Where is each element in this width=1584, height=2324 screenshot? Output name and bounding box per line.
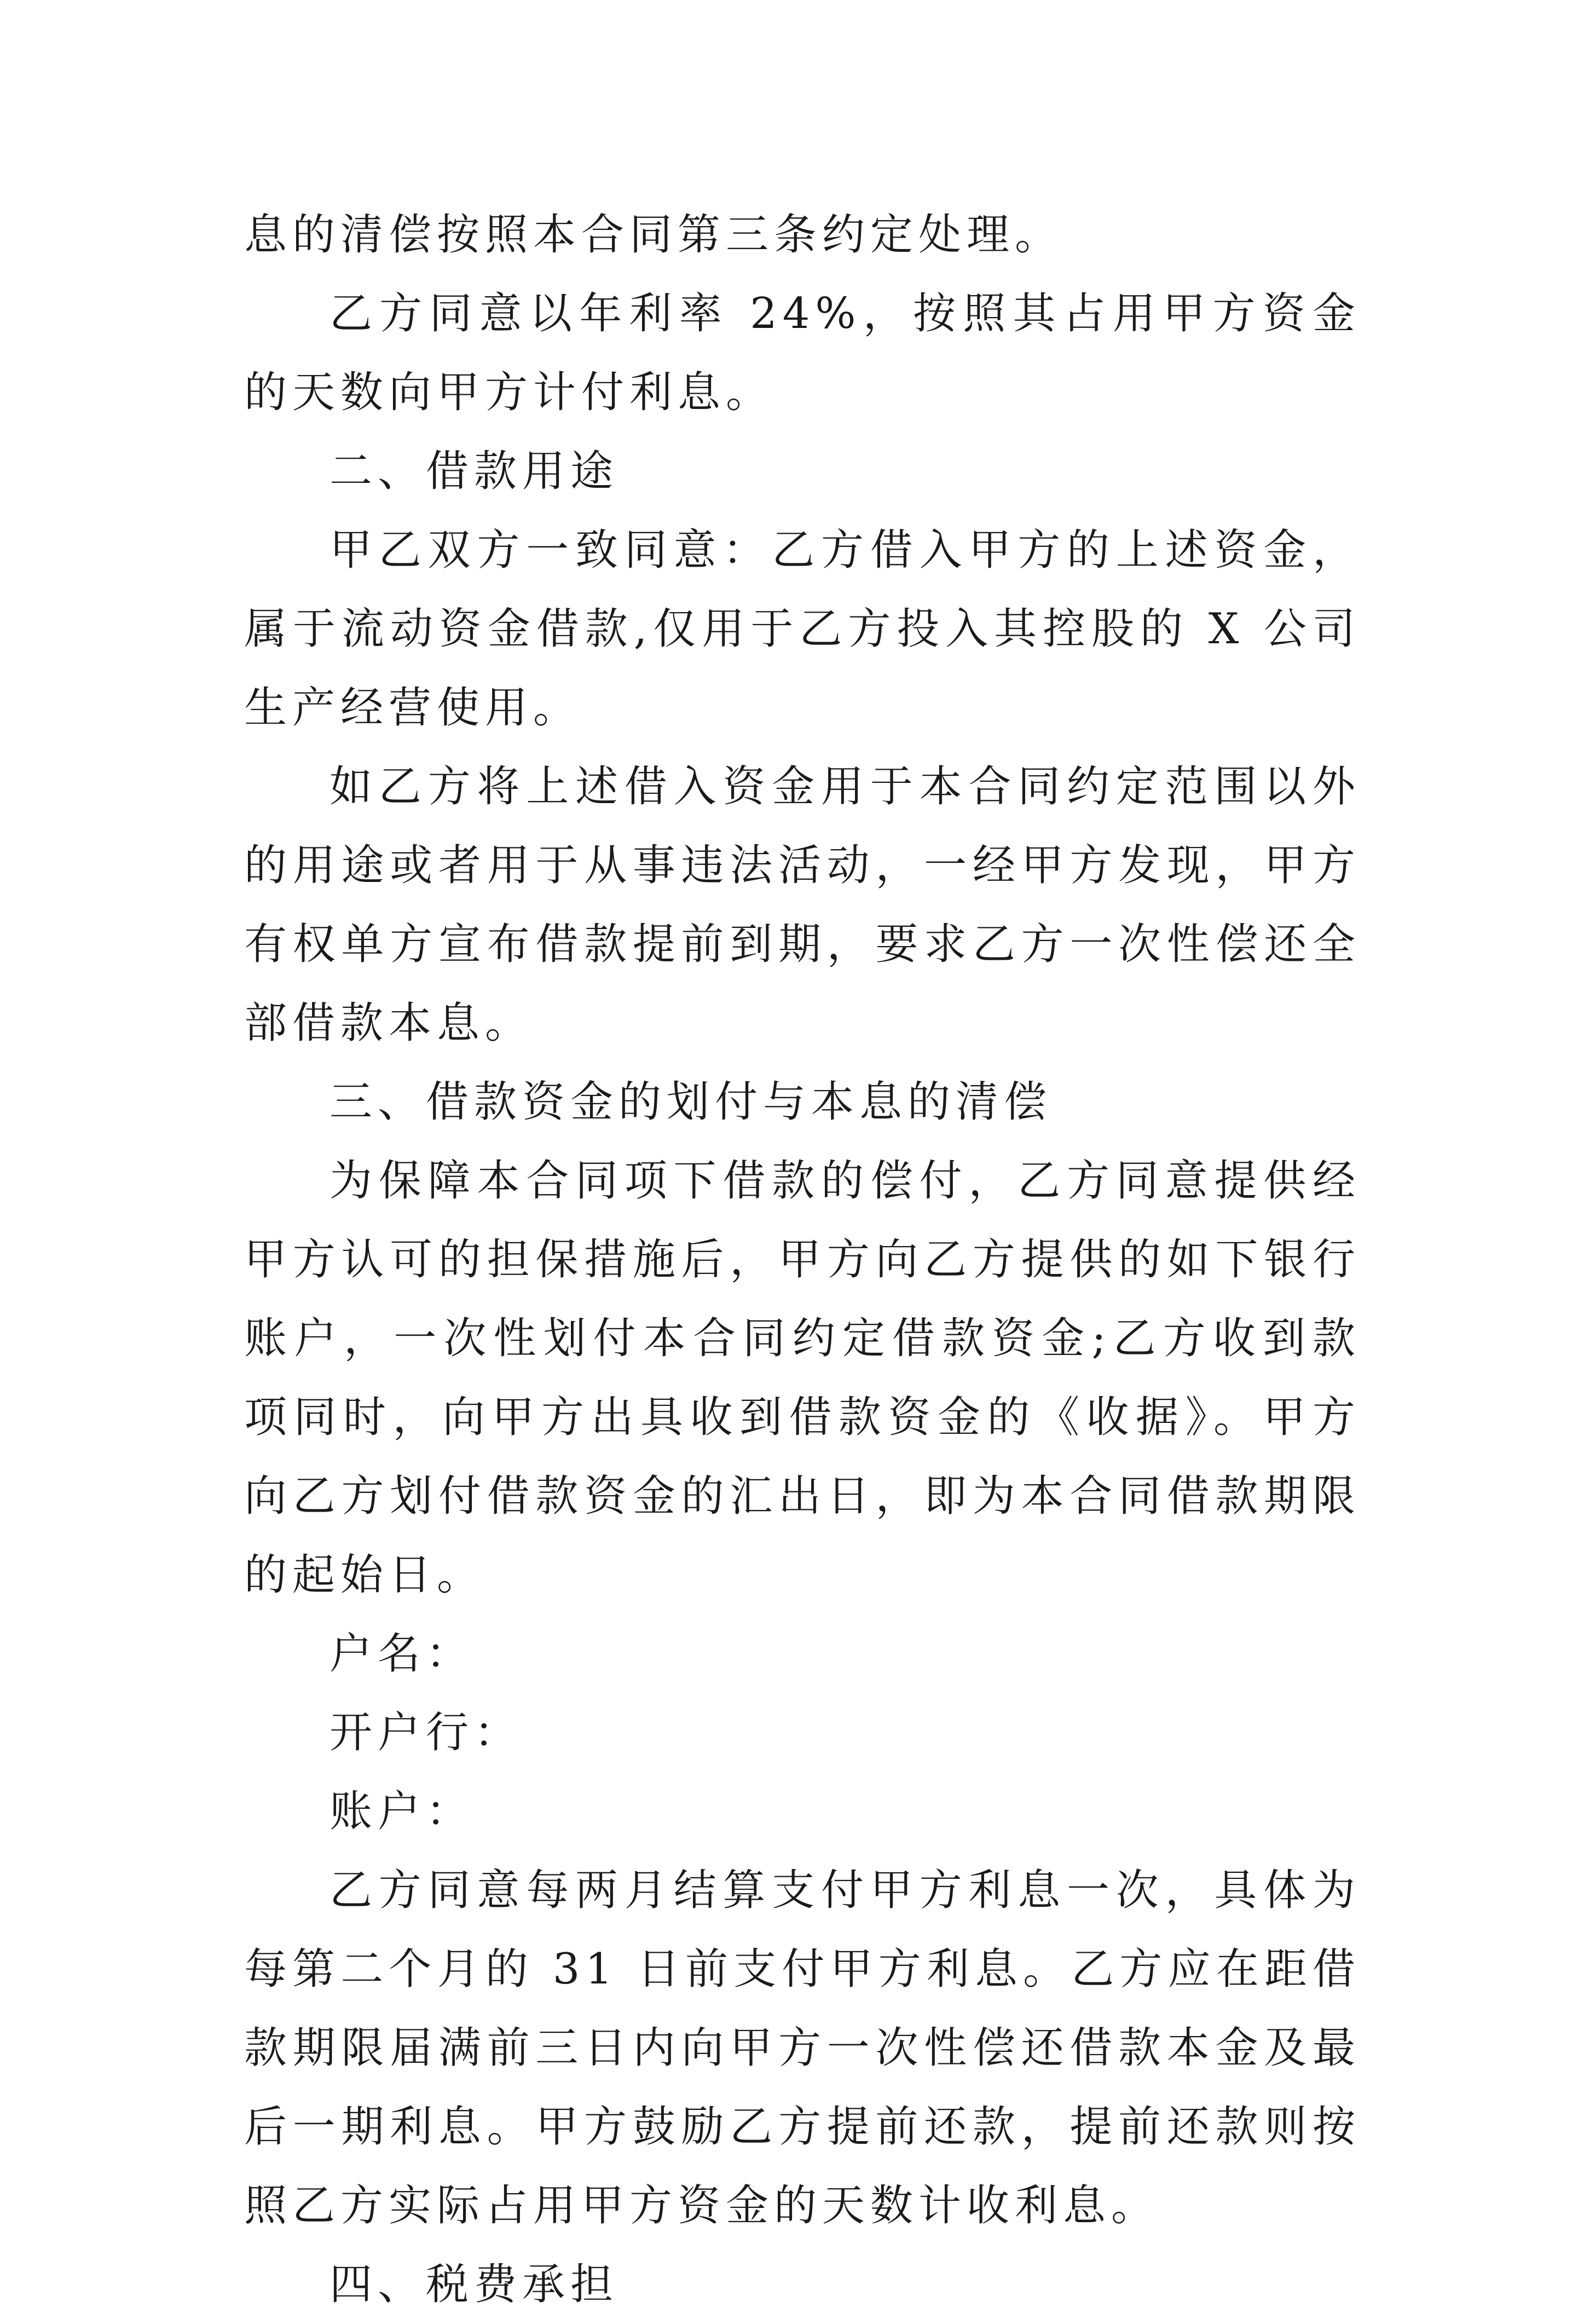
section-heading-loan-purpose: 二、借款用途 [329,447,619,496]
paragraph-misuse-clause: 如乙方将上述借入资金用于本合同约定范围以外的用途或者用于从事违法活动，一经甲方发现，甲方有权单方宣布借款提前到期，要求乙方一次性偿还全部借款本息。 [244,762,1361,1048]
paragraph-repayment: 乙方同意每两月结算支付甲方利息一次，具体为每第二个月的 31 日前支付甲方利息。乙方应在距借款期限届满前三日内向甲方一次性偿还借款本金及最后一期利息。甲方鼓励乙方提前还款，提前还款则按照乙方实际占用甲方资金的天数计收利息。 [244,1866,1361,2230]
field-account-number: 账户： [329,1787,475,1836]
paragraph-interest-rate: 乙方同意以年利率 24%，按照其占用甲方资金的天数向甲方计付利息。 [244,289,1361,417]
paragraph-loan-purpose: 甲乙双方一致同意：乙方借入甲方的上述资金，属于流动资金借款,仅用于乙方投入其控股的 X 公司生产经营使用。 [244,526,1361,733]
paragraph-continuation: 息的清偿按照本合同第三条约定处理。 [244,210,1063,259]
section-heading-disbursement: 三、借款资金的划付与本息的清偿 [329,1077,1053,1127]
document-body [244,195,1361,2324]
section-heading-taxes: 四、税费承担 [329,2260,619,2309]
field-account-name: 户名： [329,1629,475,1679]
field-bank: 开户行： [329,1708,523,1757]
paragraph-disbursement: 为保障本合同项下借款的偿付，乙方同意提供经甲方认可的担保措施后，甲方向乙方提供的如下银行账户，一次性划付本合同约定借款资金;乙方收到款项同时，向甲方出具收到借款资金的《收据》。甲方向乙方划付借款资金的汇出日，即为本合同借款期限的起始日。 [244,1156,1361,1600]
